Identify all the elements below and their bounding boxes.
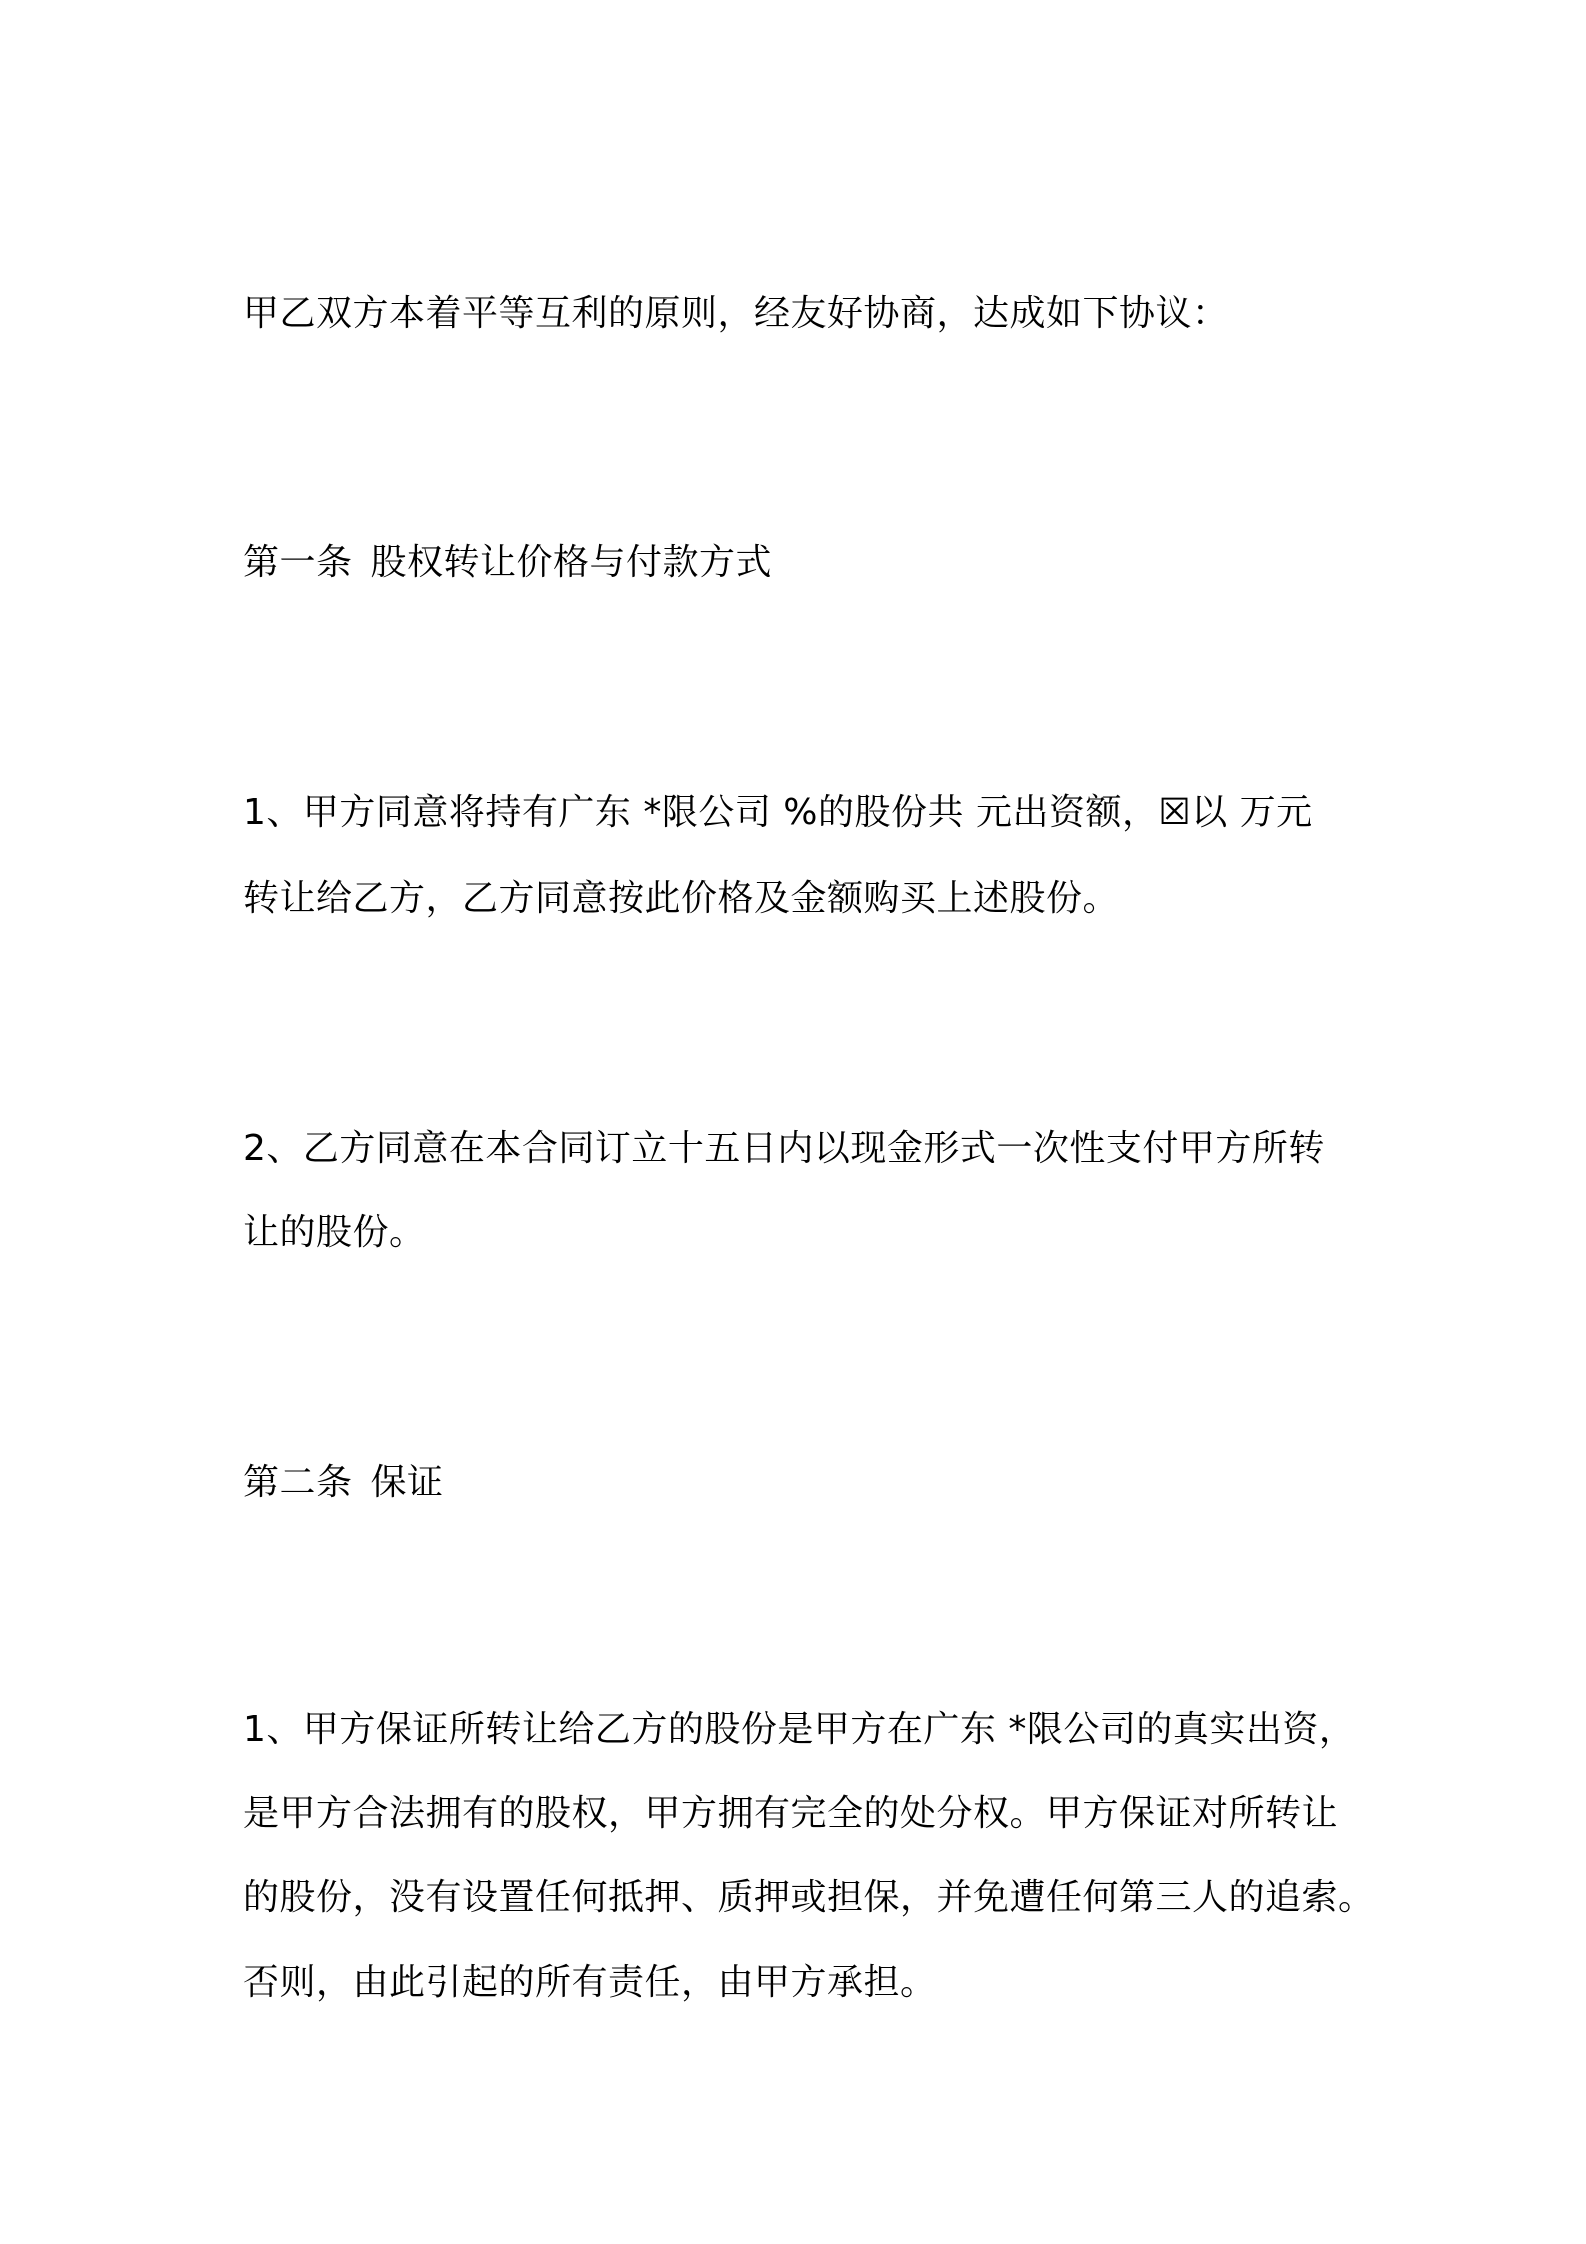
- article-1-title: 股权转让价格与付款方式: [370, 542, 773, 583]
- article-2-item-1-line-1: 1、甲方保证所转让给乙方的股份是甲方在广东 *限公司的真实出资，: [243, 1709, 1356, 1750]
- article-1-item-2-line-1: 2、乙方同意在本合同订立十五日内以现金形式一次性支付甲方所转: [243, 1128, 1325, 1169]
- article-2-item-1-line-4: 否则，由此引起的所有责任，由甲方承担。: [243, 1962, 937, 2003]
- article-2-item-1-line-2: 是甲方合法拥有的股权，甲方拥有完全的处分权。甲方保证对所转让: [243, 1793, 1339, 1834]
- article-2-title: 保证: [370, 1462, 444, 1503]
- article-1-item-2-line-2: 让的股份。: [243, 1212, 426, 1253]
- article-2-number: 第二条: [243, 1462, 353, 1503]
- article-1-item-1-line-1: 1、甲方同意将持有广东 *限公司 %的股份共 元出资额，☒以 万元: [243, 792, 1313, 833]
- article-1-item-1-line-2: 转让给乙方，乙方同意按此价格及金额购买上述股份。: [243, 878, 1120, 919]
- article-1-number: 第一条: [243, 542, 353, 583]
- article-2-item-1-line-3: 的股份，没有设置任何抵押、质押或担保，并免遭任何第三人的追索。: [243, 1877, 1375, 1918]
- intro-paragraph: 甲乙双方本着平等互利的原则，经友好协商，达成如下协议：: [243, 293, 1229, 334]
- article-1-heading: [243, 541, 1363, 585]
- article-2-heading: [243, 1461, 1363, 1505]
